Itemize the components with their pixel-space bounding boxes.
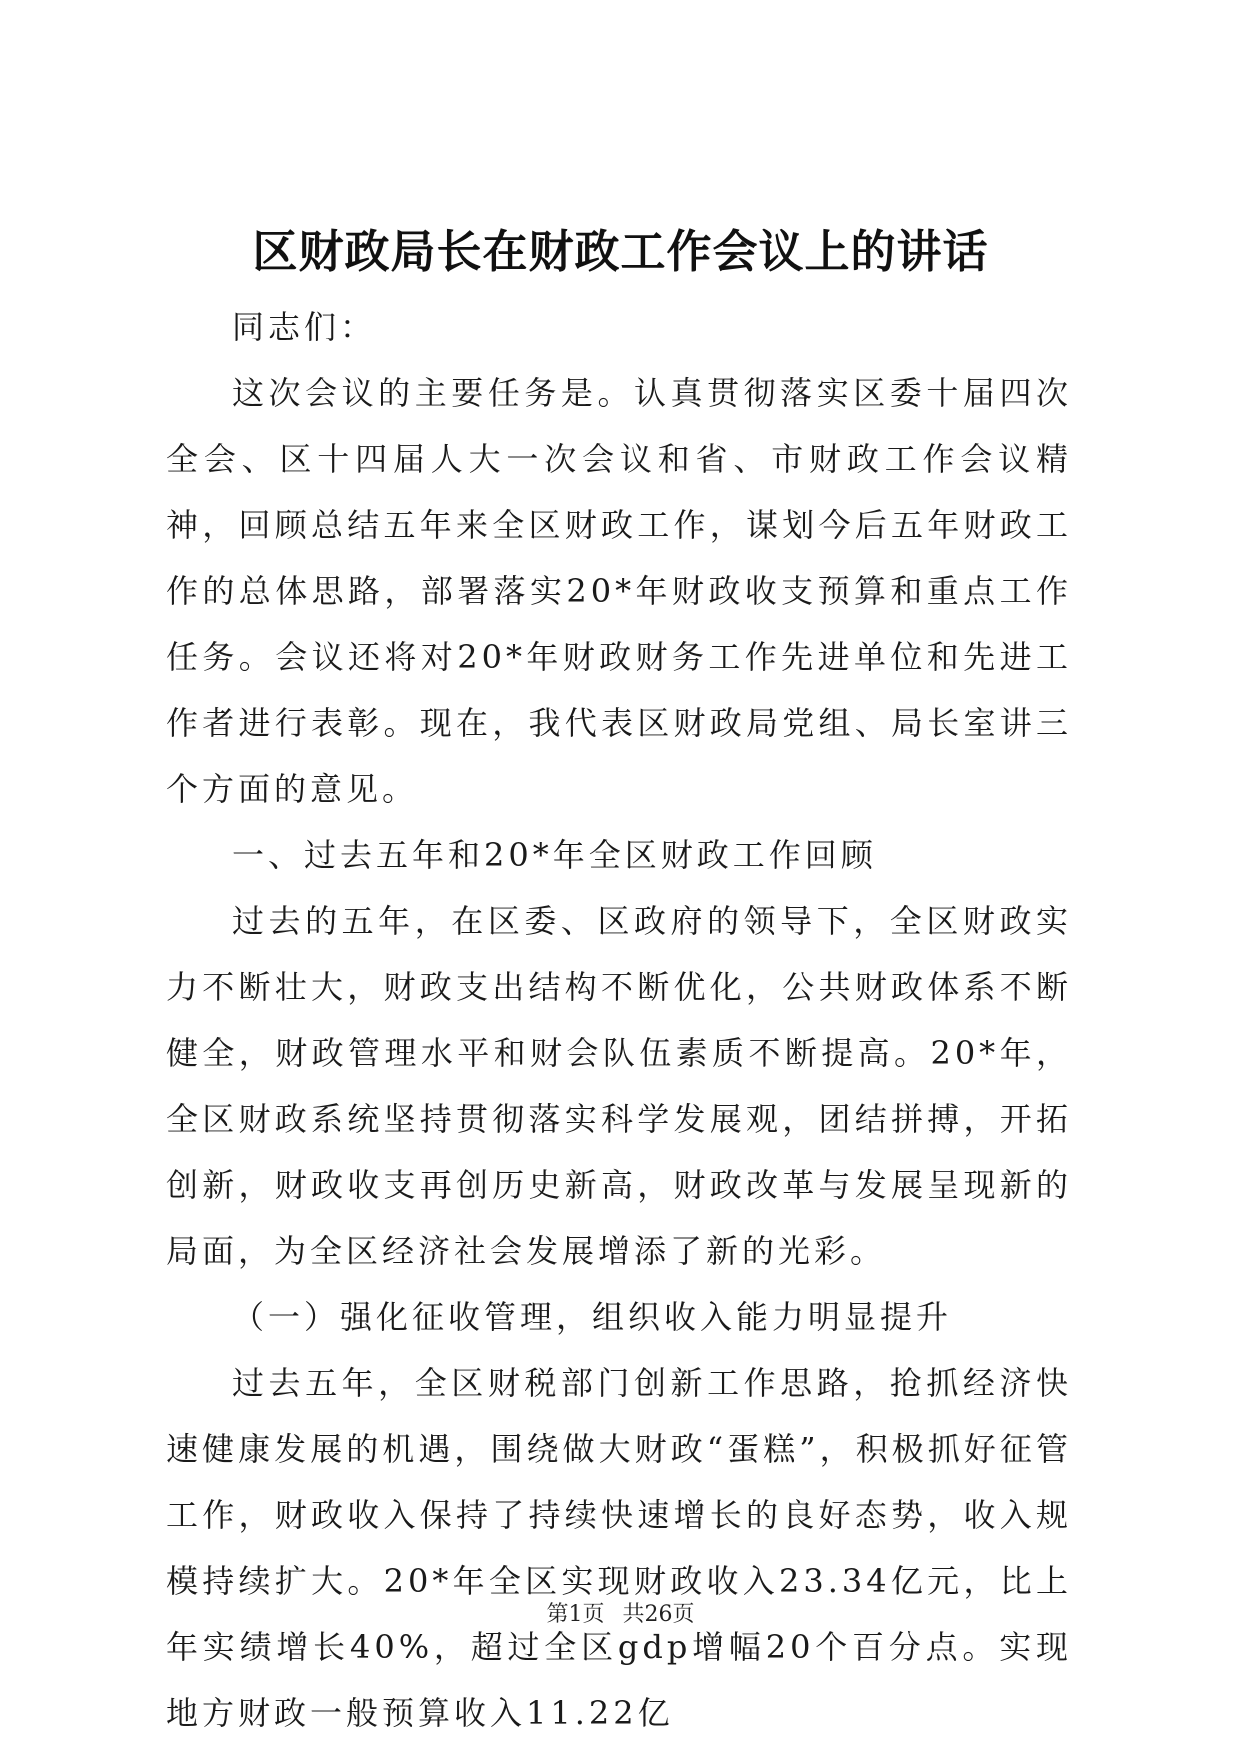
subsection-heading: （一）强化征收管理，组织收入能力明显提升 <box>232 1298 953 1336</box>
salutation-paragraph: 同志们： <box>232 308 377 346</box>
page-number: 第1页 <box>546 1602 605 1627</box>
page-total: 共26页 <box>622 1602 695 1627</box>
document-body <box>166 294 1072 1746</box>
review-paragraph: 过去的五年，在区委、区政府的领导下，全区财政实力不断壮大，财政支出结构不断优化，公共财政体系不断健全，财政管理水平和财会队伍素质不断提高。20*年，全区财政系统坚持贯彻落实科学发展观，团结拼搏，开拓创新，财政收支再创历史新高，财政改革与发展呈现新的局面，为全区经济社会发展增添了新的光彩。 <box>166 902 1072 1270</box>
document-title: 区财政局长在财政工作会议上的讲话 <box>252 225 989 278</box>
page-footer <box>0 1600 1241 1630</box>
section-heading: 一、过去五年和20*年全区财政工作回顾 <box>232 836 877 874</box>
revenue-paragraph: 过去五年，全区财税部门创新工作思路，抢抓经济快速健康发展的机遇，围绕做大财政“蛋糕”，积极抓好征管工作，财政收入保持了持续快速增长的良好态势，收入规模持续扩大。20*年全区实现财政收入23.34亿元，比上年实绩增长40%，超过全区gdp增幅20个百分点。实现地方财政一般预算收入11.22亿 <box>166 1364 1072 1732</box>
intro-paragraph: 这次会议的主要任务是。认真贯彻落实区委十届四次全会、区十四届人大一次会议和省、市财政工作会议精神，回顾总结五年来全区财政工作，谋划今后五年财政工作的总体思路，部署落实20*年财政收支预算和重点工作任务。会议还将对20*年财政财务工作先进单位和先进工作者进行表彰。现在，我代表区财政局党组、局长室讲三个方面的意见。 <box>166 374 1072 808</box>
